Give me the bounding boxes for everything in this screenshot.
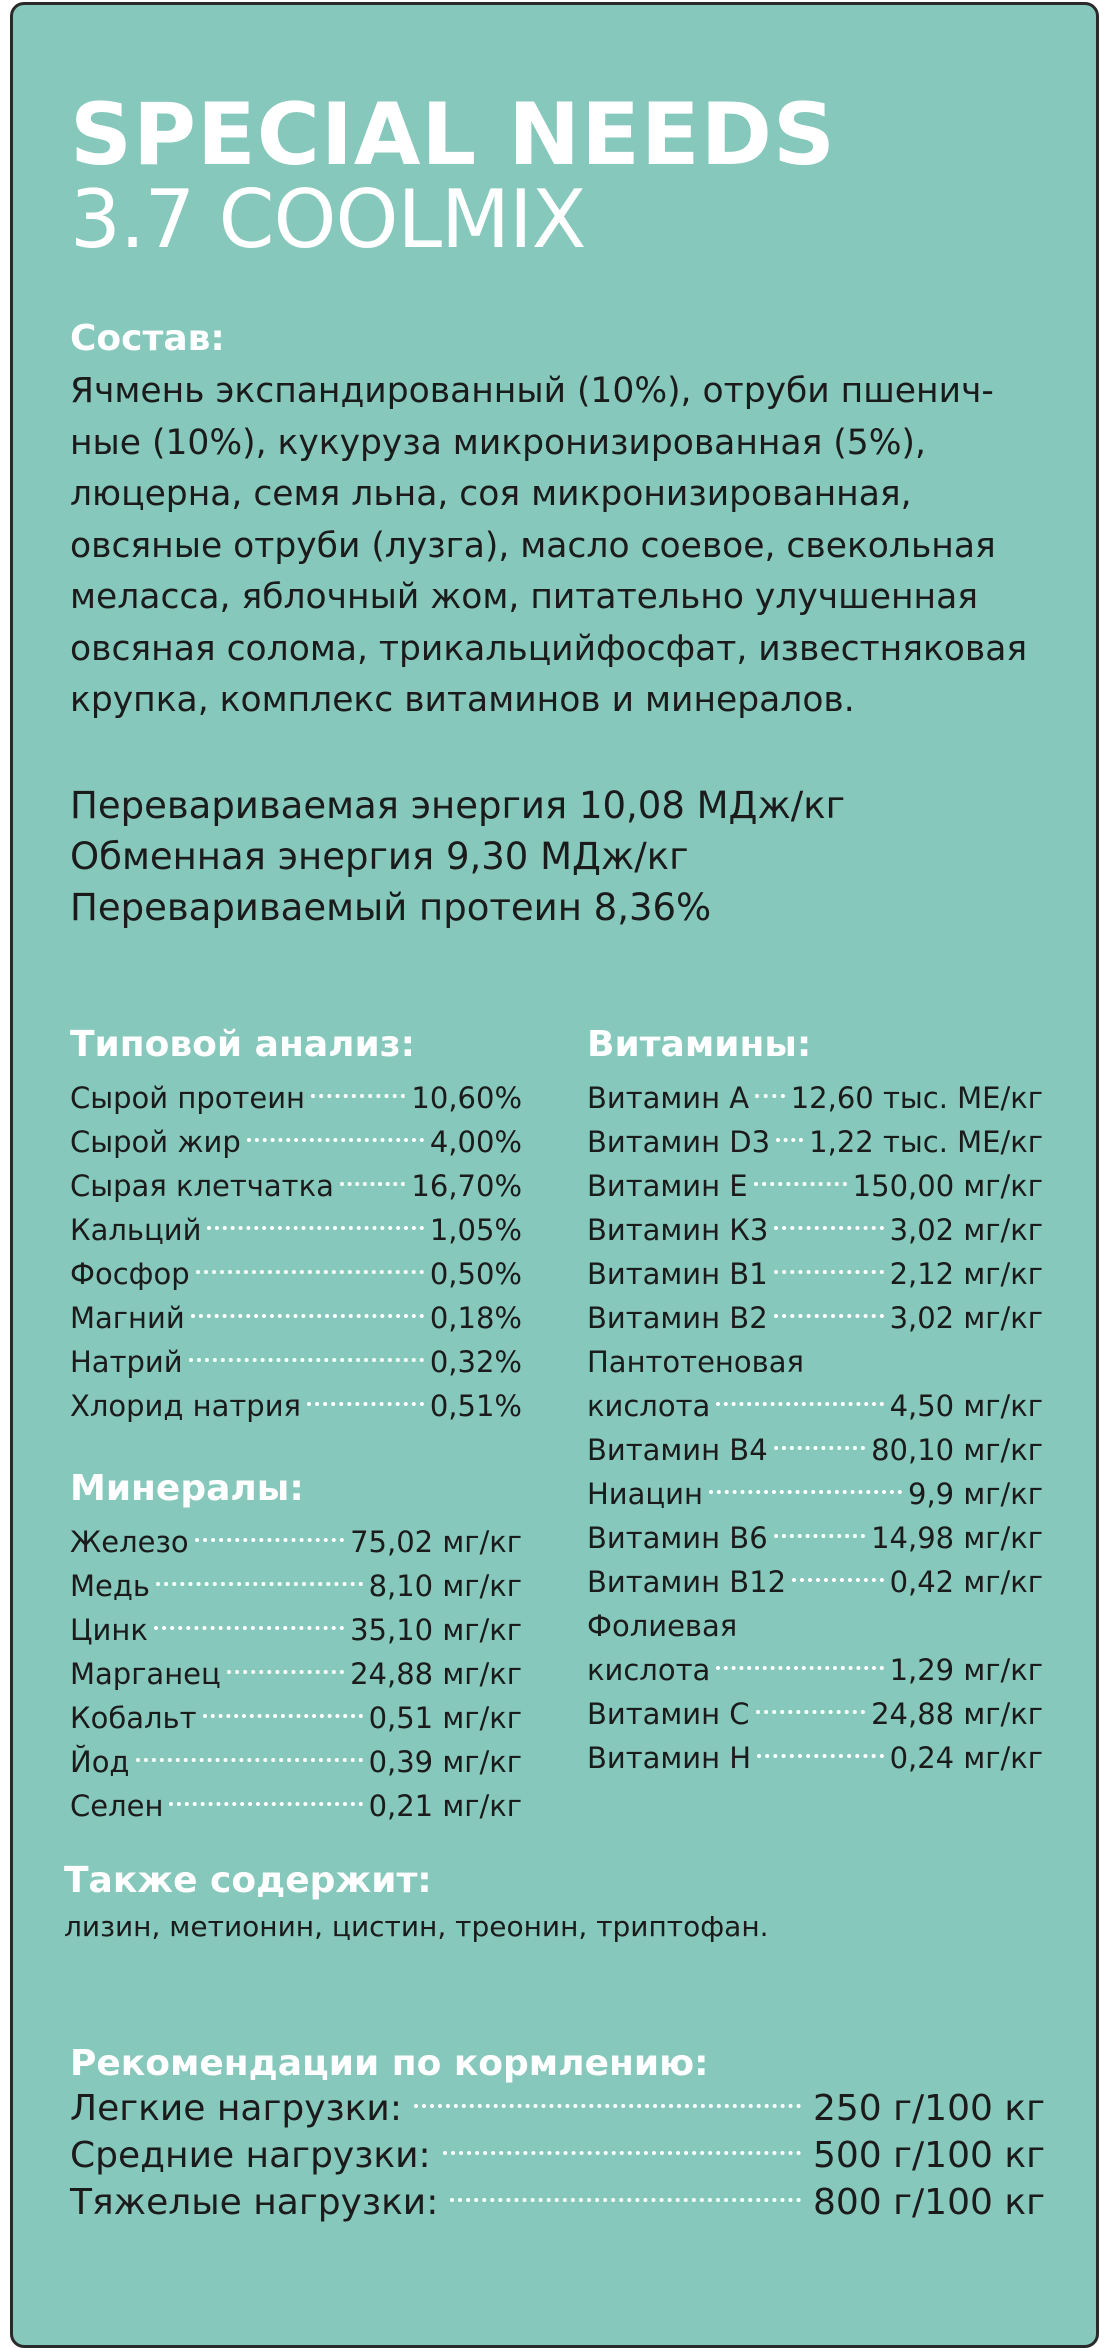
vitamin-row-value: 9,9 мг/кг <box>908 1477 1043 1511</box>
vitamin-row-value: 150,00 мг/кг <box>852 1169 1043 1203</box>
analysis-row <box>70 1120 522 1164</box>
energy-digestible: Перевариваемая энергия 10,08 МДж/кг <box>70 784 846 827</box>
composition-title: Состав: <box>70 318 225 359</box>
dot-leader <box>716 1402 883 1406</box>
analysis-row-label: Кальций <box>70 1213 202 1247</box>
composition-line: крупка, комплекс витаминов и минералов. <box>70 680 855 720</box>
composition-line: овсяные отруби (лузга), масло соевое, свекольная <box>70 525 996 566</box>
mineral-row-label: Марганец <box>70 1657 221 1691</box>
dot-leader <box>716 1666 883 1670</box>
vitamin-row <box>587 1692 1043 1736</box>
composition-line: ные (10%), кукуруза микронизированная (5%), <box>70 422 926 463</box>
analysis-row-label: Сырая клетчатка <box>70 1169 334 1203</box>
composition-line: овсяная солома, трикальцийфосфат, известняковая <box>70 628 1028 669</box>
analysis-row-value: 10,60% <box>411 1081 522 1115</box>
feeding-row <box>70 2179 1045 2226</box>
mineral-row-value: 75,02 мг/кг <box>350 1525 522 1559</box>
analysis-row-label: Магний <box>70 1301 185 1335</box>
dot-leader <box>196 1270 424 1274</box>
vitamin-row-value: 0,24 мг/кг <box>889 1741 1043 1775</box>
vitamin-row-value: 3,02 мг/кг <box>889 1301 1043 1335</box>
dot-leader <box>203 1714 363 1718</box>
vitamin-row <box>587 1516 1043 1560</box>
analysis-row <box>70 1296 522 1340</box>
analysis-row-label: Натрий <box>70 1345 183 1379</box>
vitamin-row-value: 3,02 мг/кг <box>889 1213 1043 1247</box>
analysis-table <box>70 1024 522 1428</box>
energy-metabolizable: Обменная энергия 9,30 МДж/кг <box>70 835 689 878</box>
vitamin-row-label: Ниацин <box>587 1477 703 1511</box>
minerals-table <box>70 1468 522 1828</box>
vitamin-row-label: Витамин В12 <box>587 1565 787 1599</box>
feeding-row <box>70 2085 1045 2132</box>
dot-leader <box>136 1758 363 1762</box>
feeding-title: Рекомендации по кормлению: <box>70 2043 709 2084</box>
digestible-protein: Перевариваемый протеин 8,36% <box>70 886 712 929</box>
vitamin-row-label: Фолиевая <box>587 1609 738 1643</box>
dot-leader <box>156 1582 363 1586</box>
also-contains-title: Также содержит: <box>64 1860 432 1901</box>
feeding-row-label: Тяжелые нагрузки: <box>70 2182 439 2223</box>
analysis-row-value: 1,05% <box>429 1213 522 1247</box>
dot-leader <box>792 1578 883 1582</box>
mineral-row-label: Медь <box>70 1569 151 1603</box>
vitamin-row-value: 12,60 тыс. МЕ/кг <box>790 1081 1043 1115</box>
mineral-row <box>70 1520 522 1564</box>
dot-leader <box>443 2151 801 2155</box>
vitamin-row-value: 1,29 мг/кг <box>889 1653 1043 1687</box>
mineral-row <box>70 1740 522 1784</box>
vitamin-row-label: Витамин А <box>587 1081 750 1115</box>
mineral-row <box>70 1608 522 1652</box>
analysis-row <box>70 1208 522 1252</box>
minerals-title: Минералы: <box>70 1468 304 1509</box>
mineral-row <box>70 1784 522 1828</box>
dot-leader <box>754 1182 847 1186</box>
vitamin-row-label: Витамин Е <box>587 1169 748 1203</box>
composition-text <box>70 366 1060 727</box>
vitamin-row <box>587 1384 1043 1428</box>
mineral-row <box>70 1652 522 1696</box>
dot-leader <box>311 1094 405 1098</box>
analysis-row <box>70 1340 522 1384</box>
composition-line: меласса, яблочный жом, питательно улучшенная <box>70 577 978 617</box>
dot-leader <box>776 1138 803 1142</box>
mineral-row <box>70 1696 522 1740</box>
brand-title: SPECIAL NEEDS <box>70 85 836 185</box>
analysis-row-value: 16,70% <box>411 1169 522 1203</box>
vitamin-row <box>587 1208 1043 1252</box>
vitamin-row-value: 4,50 мг/кг <box>889 1389 1043 1423</box>
vitamin-row <box>587 1560 1043 1604</box>
vitamin-row-label: Витамин В2 <box>587 1301 768 1335</box>
analysis-row-value: 0,32% <box>429 1345 522 1379</box>
vitamin-row <box>587 1604 1043 1648</box>
analysis-row <box>70 1252 522 1296</box>
analysis-row-label: Хлорид натрия <box>70 1389 301 1423</box>
dot-leader <box>756 1710 866 1714</box>
vitamin-row-label: кислота <box>587 1653 711 1687</box>
vitamin-row <box>587 1648 1043 1692</box>
dot-leader <box>195 1538 344 1542</box>
dot-leader <box>774 1446 865 1450</box>
composition-line: люцерна, семя льна, соя микронизированная, <box>70 474 912 514</box>
mineral-row-value: 8,10 мг/кг <box>368 1569 522 1603</box>
analysis-row <box>70 1384 522 1428</box>
vitamins-table <box>587 1024 1043 1780</box>
vitamin-row <box>587 1340 1043 1384</box>
vitamin-row <box>587 1076 1043 1120</box>
analysis-row-label: Сырой жир <box>70 1125 241 1159</box>
vitamin-row <box>587 1164 1043 1208</box>
vitamin-row-label: Пантотеновая <box>587 1345 804 1379</box>
dot-leader <box>774 1270 884 1274</box>
dot-leader <box>340 1182 406 1186</box>
vitamin-row <box>587 1120 1043 1164</box>
vitamin-row-value: 14,98 мг/кг <box>871 1521 1043 1555</box>
vitamin-row-label: Витамин В6 <box>587 1521 768 1555</box>
dot-leader <box>247 1138 424 1142</box>
dot-leader <box>774 1534 865 1538</box>
vitamin-row-label: Витамин Н <box>587 1741 752 1775</box>
vitamin-row-label: Витамин К3 <box>587 1213 769 1247</box>
dot-leader <box>227 1670 344 1674</box>
dot-leader <box>207 1226 423 1230</box>
energy-values <box>70 780 845 933</box>
mineral-row-value: 24,88 мг/кг <box>350 1657 522 1691</box>
mineral-row-value: 0,21 мг/кг <box>368 1789 522 1823</box>
dot-leader <box>755 1094 785 1098</box>
feeding-row-label: Средние нагрузки: <box>70 2135 431 2176</box>
vitamin-row-value: 80,10 мг/кг <box>871 1433 1043 1467</box>
mineral-row-value: 35,10 мг/кг <box>350 1613 522 1647</box>
dot-leader <box>450 2198 801 2202</box>
mineral-row-label: Кобальт <box>70 1701 197 1735</box>
vitamin-row-label: Витамин С <box>587 1697 750 1731</box>
dot-leader <box>307 1402 424 1406</box>
mineral-row-label: Селен <box>70 1789 164 1823</box>
mineral-row-label: Цинк <box>70 1613 148 1647</box>
analysis-row <box>70 1164 522 1208</box>
composition-line: Ячмень экспандированный (10%), отруби пшенич- <box>70 371 994 411</box>
vitamin-row <box>587 1736 1043 1780</box>
analysis-row-value: 0,51% <box>429 1389 522 1423</box>
vitamin-row <box>587 1428 1043 1472</box>
vitamin-row-value: 0,42 мг/кг <box>889 1565 1043 1599</box>
feeding-table <box>70 2085 1045 2226</box>
mineral-row-label: Железо <box>70 1525 189 1559</box>
vitamin-row-value: 24,88 мг/кг <box>871 1697 1043 1731</box>
mineral-row-value: 0,39 мг/кг <box>368 1745 522 1779</box>
analysis-row-label: Сырой протеин <box>70 1081 306 1115</box>
vitamin-row <box>587 1472 1043 1516</box>
vitamin-row-label: кислота <box>587 1389 711 1423</box>
analysis-title: Типовой анализ: <box>70 1024 416 1065</box>
feeding-row <box>70 2132 1045 2179</box>
feeding-row-value: 500 г/100 кг <box>812 2135 1045 2176</box>
mineral-row <box>70 1564 522 1608</box>
vitamin-row-label: Витамин D3 <box>587 1125 771 1159</box>
vitamin-row-label: Витамин В4 <box>587 1433 768 1467</box>
mineral-row-value: 0,51 мг/кг <box>368 1701 522 1735</box>
feeding-row-value: 800 г/100 кг <box>812 2182 1045 2223</box>
mineral-row-label: Йод <box>70 1745 130 1779</box>
analysis-row-value: 0,50% <box>429 1257 522 1291</box>
analysis-row-label: Фосфор <box>70 1257 190 1291</box>
vitamin-row-label: Витамин В1 <box>587 1257 768 1291</box>
vitamins-title: Витамины: <box>587 1024 812 1065</box>
dot-leader <box>774 1226 883 1230</box>
product-name: 3.7 COOLMIX <box>70 173 586 266</box>
analysis-row-value: 4,00% <box>429 1125 522 1159</box>
dot-leader <box>774 1314 884 1318</box>
analysis-row <box>70 1076 522 1120</box>
analysis-row-value: 0,18% <box>429 1301 522 1335</box>
dot-leader <box>709 1490 902 1494</box>
feeding-row-label: Легкие нагрузки: <box>70 2088 402 2129</box>
dot-leader <box>757 1754 883 1758</box>
dot-leader <box>414 2104 801 2108</box>
dot-leader <box>169 1802 362 1806</box>
dot-leader <box>191 1314 424 1318</box>
also-contains-text: лизин, метионин, цистин, треонин, триптофан. <box>64 1910 769 1943</box>
vitamin-row <box>587 1296 1043 1340</box>
dot-leader <box>189 1358 424 1362</box>
vitamin-row <box>587 1252 1043 1296</box>
feeding-row-value: 250 г/100 кг <box>812 2088 1045 2129</box>
vitamin-row-value: 1,22 тыс. МЕ/кг <box>809 1125 1043 1159</box>
vitamin-row-value: 2,12 мг/кг <box>889 1257 1043 1291</box>
dot-leader <box>154 1626 344 1630</box>
